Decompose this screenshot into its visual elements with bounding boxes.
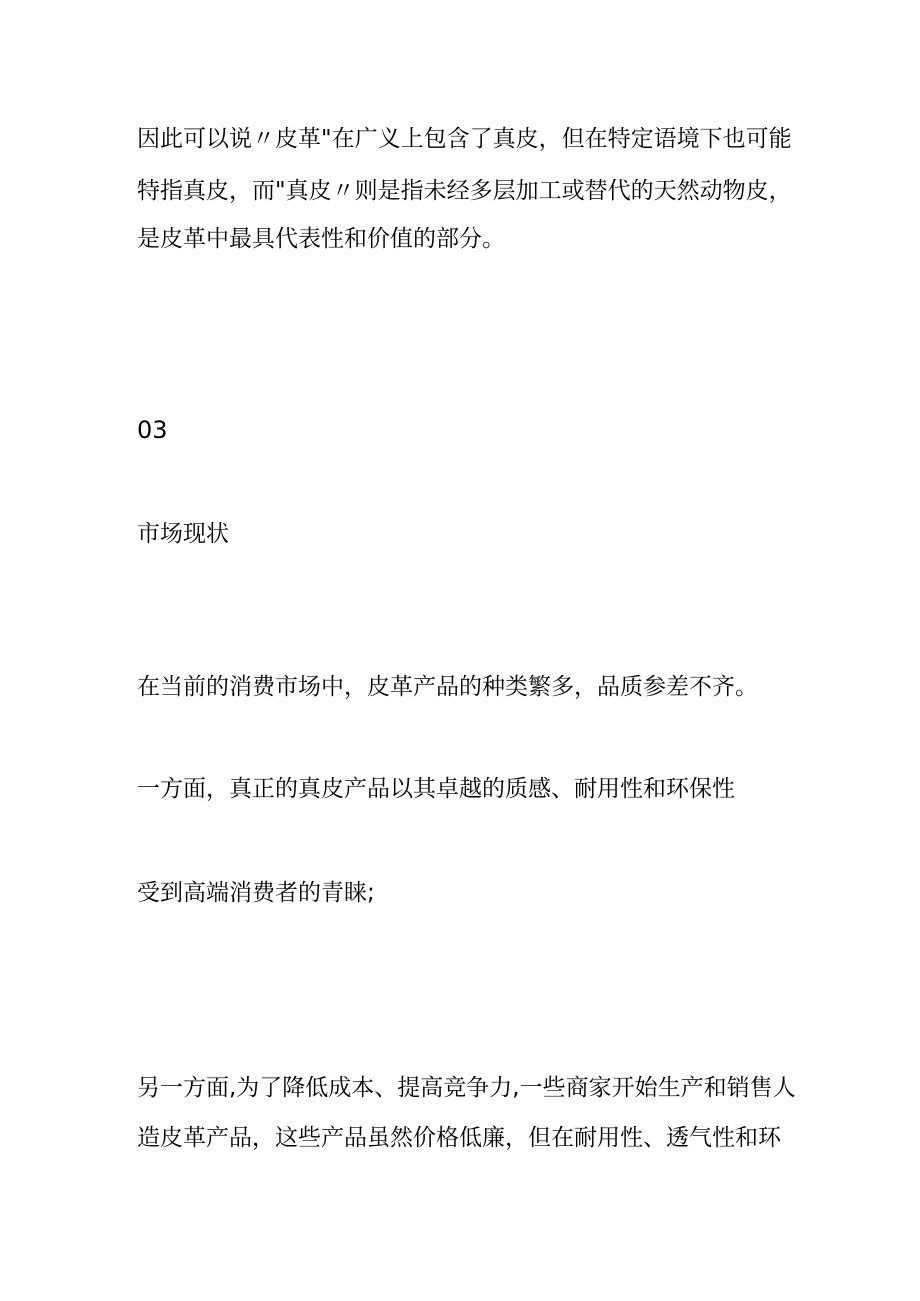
paragraph-2-line-1: 在当前的消费市场中，皮革产品的种类繁多，品质参差不齐。 — [137, 674, 758, 700]
paragraph-5-line-1: 另一方面,为了降低成本、提高竞争力,一些商家开始生产和销售人 — [137, 1075, 796, 1101]
paragraph-4-line-1: 受到高端消费者的青睐; — [137, 880, 375, 906]
paragraph-5-line-2: 造皮革产品，这些产品虽然价格低廉，但在耐用性、透气性和环 — [137, 1125, 781, 1151]
paragraph-1-line-3: 是皮革中最具代表性和价值的部分。 — [137, 226, 505, 252]
section-title: 市场现状 — [137, 521, 229, 547]
paragraph-3-line-1: 一方面，真正的真皮产品以其卓越的质感、耐用性和环保性 — [137, 776, 735, 802]
section-number: 03 — [137, 416, 168, 444]
paragraph-1-line-2: 特指真皮，而"真皮〃则是指未经多层加工或替代的天然动物皮， — [137, 178, 792, 204]
paragraph-1-line-1: 因此可以说〃皮革"在广义上包含了真皮，但在特定语境下也可能 — [137, 126, 792, 152]
